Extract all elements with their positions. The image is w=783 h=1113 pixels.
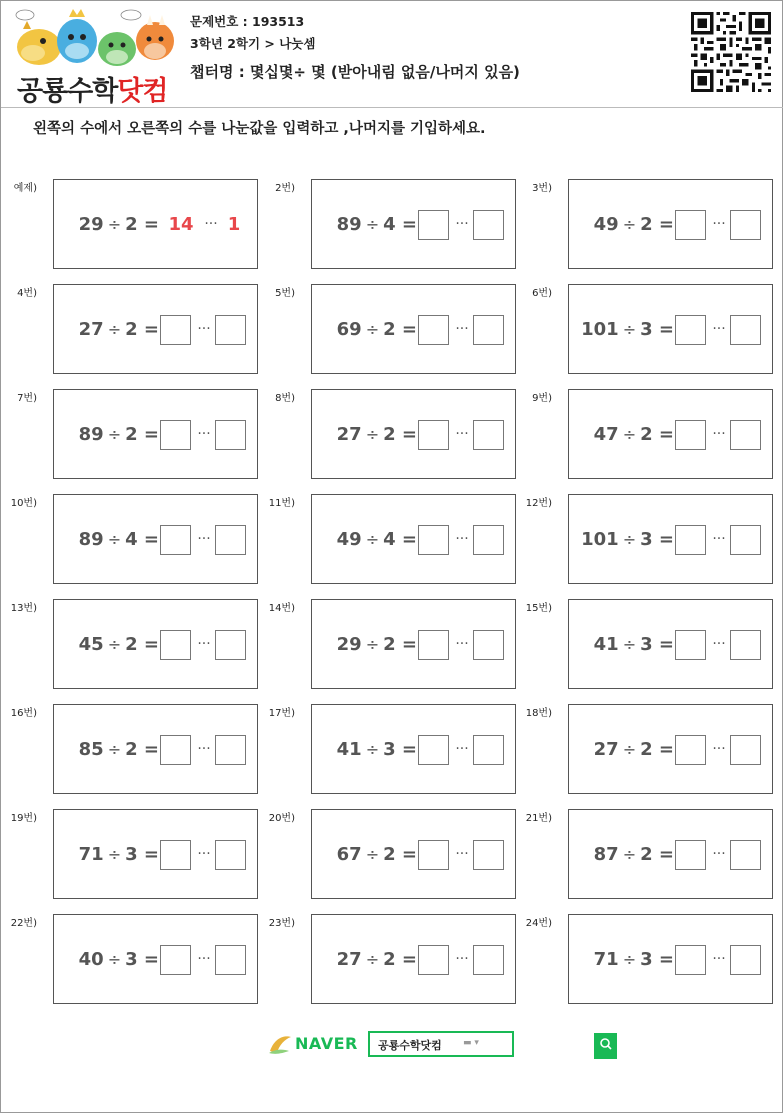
equation — [312, 525, 417, 555]
divide-operator: ÷ — [622, 845, 637, 864]
divide-operator: ÷ — [365, 215, 380, 234]
problem-item — [259, 494, 516, 586]
problem-label: 9번) — [532, 393, 552, 404]
divide-operator: ÷ — [107, 740, 122, 759]
divide-operator: ÷ — [107, 320, 122, 339]
example-remainder: 1 — [227, 214, 241, 235]
problem-label: 6번) — [532, 288, 552, 299]
problem-box — [53, 809, 258, 899]
quotient-answer-box[interactable] — [675, 630, 706, 660]
remainder-answer-box[interactable] — [215, 945, 246, 975]
remainder-answer-box[interactable] — [730, 945, 761, 975]
dividend: 49 — [336, 529, 362, 550]
problem-item — [1, 599, 258, 691]
problem-box — [53, 389, 258, 479]
remainder-answer-box[interactable] — [473, 210, 504, 240]
divide-operator: ÷ — [365, 635, 380, 654]
ellipsis: ··· — [712, 426, 726, 442]
example-problem — [1, 179, 258, 271]
equals-sign: = — [658, 949, 674, 970]
ellipsis: ··· — [204, 216, 218, 232]
problem-box — [568, 494, 773, 584]
quotient-answer-box[interactable] — [160, 420, 191, 450]
ellipsis: ··· — [712, 951, 726, 967]
divisor: 3 — [383, 739, 396, 760]
quotient-answer-box[interactable] — [418, 630, 449, 660]
divide-operator: ÷ — [107, 530, 122, 549]
remainder-answer-box[interactable] — [730, 210, 761, 240]
example-quotient: 14 — [168, 214, 194, 235]
remainder-answer-box[interactable] — [730, 630, 761, 660]
problem-item — [516, 494, 773, 586]
problem-label: 24번) — [525, 918, 552, 929]
ellipsis: ··· — [712, 321, 726, 337]
divide-operator: ÷ — [107, 215, 122, 234]
dividend: 45 — [78, 634, 104, 655]
equals-sign: = — [401, 424, 417, 445]
dividend: 71 — [593, 949, 619, 970]
dividend: 89 — [78, 424, 104, 445]
equals-sign: = — [658, 739, 674, 760]
ellipsis: ··· — [712, 531, 726, 547]
problem-box — [568, 179, 773, 269]
dividend: 69 — [336, 319, 362, 340]
problem-box — [53, 284, 258, 374]
equation — [569, 315, 674, 345]
problem-item — [516, 914, 773, 1006]
problem-box — [53, 179, 258, 269]
problem-item — [1, 914, 258, 1006]
equals-sign: = — [143, 424, 159, 445]
quotient-answer-box[interactable] — [418, 210, 449, 240]
problem-item — [259, 599, 516, 691]
dividend: 40 — [78, 949, 104, 970]
problem-item — [516, 389, 773, 481]
equals-sign: = — [401, 844, 417, 865]
remainder-answer-box[interactable] — [473, 315, 504, 345]
quotient-answer-box[interactable] — [675, 315, 706, 345]
quotient-answer-box[interactable] — [675, 420, 706, 450]
remainder-answer-box[interactable] — [215, 840, 246, 870]
logo-text-accent: 닷컴 — [117, 76, 168, 107]
equals-sign: = — [143, 214, 159, 235]
equals-sign: = — [658, 214, 674, 235]
problem-box — [311, 389, 516, 479]
remainder-answer-box[interactable] — [215, 630, 246, 660]
search-icon — [594, 1033, 617, 1055]
equation — [54, 735, 159, 765]
problem-label: 14번) — [268, 603, 295, 614]
divisor: 2 — [640, 844, 653, 865]
equation — [54, 840, 159, 870]
problem-box — [311, 809, 516, 899]
logo-text-main: 공룡수학 — [17, 76, 118, 107]
divisor: 3 — [125, 844, 138, 865]
search-input-value: 공룡수학닷컴 — [378, 1039, 442, 1052]
divisor: 2 — [383, 424, 396, 445]
problem-item — [516, 704, 773, 796]
problem-box — [311, 494, 516, 584]
dividend: 27 — [78, 319, 104, 340]
divisor: 2 — [125, 319, 138, 340]
problem-label: 23번) — [268, 918, 295, 929]
problem-label: 8번) — [275, 393, 295, 404]
equals-sign: = — [143, 634, 159, 655]
remainder-answer-box[interactable] — [473, 420, 504, 450]
ellipsis: ··· — [455, 321, 469, 337]
equals-sign: = — [658, 319, 674, 340]
problem-box — [568, 809, 773, 899]
divide-operator: ÷ — [107, 425, 122, 444]
divide-operator: ÷ — [622, 635, 637, 654]
dividend: 67 — [336, 844, 362, 865]
problem-box — [311, 179, 516, 269]
dividend: 89 — [336, 214, 362, 235]
equals-sign: = — [658, 844, 674, 865]
remainder-answer-box[interactable] — [473, 735, 504, 765]
remainder-answer-box[interactable] — [473, 945, 504, 975]
problem-box — [53, 914, 258, 1004]
remainder-answer-box[interactable] — [215, 525, 246, 555]
divide-operator: ÷ — [365, 950, 380, 969]
problem-label: 15번) — [525, 603, 552, 614]
equation — [312, 945, 417, 975]
ellipsis: ··· — [197, 531, 211, 547]
chapter-title: 챕터명 : 몇십몇÷ 몇 (받아내림 없음/나머지 있음) — [190, 63, 520, 81]
problem-label: 20번) — [268, 813, 295, 824]
divisor: 4 — [383, 214, 396, 235]
divide-operator: ÷ — [365, 530, 380, 549]
equation — [54, 315, 159, 345]
equals-sign: = — [401, 529, 417, 550]
worksheet-meta — [190, 13, 520, 83]
site-logo[interactable] — [13, 7, 175, 107]
divide-operator: ÷ — [622, 740, 637, 759]
divide-operator: ÷ — [365, 845, 380, 864]
problem-label: 17번) — [268, 708, 295, 719]
equation — [54, 420, 159, 450]
equation — [312, 735, 417, 765]
equation — [569, 525, 674, 555]
quotient-answer-box[interactable] — [675, 735, 706, 765]
remainder-answer-box[interactable] — [215, 420, 246, 450]
divisor: 3 — [640, 634, 653, 655]
divisor: 3 — [640, 319, 653, 340]
equation — [312, 420, 417, 450]
divide-operator: ÷ — [107, 950, 122, 969]
dividend: 101 — [581, 319, 619, 340]
equation — [54, 525, 159, 555]
equals-sign: = — [143, 529, 159, 550]
ellipsis: ··· — [197, 951, 211, 967]
problem-item — [259, 179, 516, 271]
divisor: 2 — [383, 949, 396, 970]
divisor: 3 — [640, 529, 653, 550]
equals-sign: = — [658, 529, 674, 550]
remainder-answer-box[interactable] — [730, 525, 761, 555]
divide-operator: ÷ — [107, 845, 122, 864]
divide-operator: ÷ — [365, 425, 380, 444]
divisor: 2 — [125, 424, 138, 445]
problem-label: 11번) — [268, 498, 295, 509]
quotient-answer-box[interactable] — [160, 525, 191, 555]
dividend: 29 — [78, 214, 104, 235]
problem-label: 21번) — [525, 813, 552, 824]
ellipsis: ··· — [712, 636, 726, 652]
remainder-answer-box[interactable] — [730, 420, 761, 450]
problem-box — [311, 599, 516, 689]
problem-box — [568, 914, 773, 1004]
problem-item — [259, 914, 516, 1006]
equation — [569, 840, 674, 870]
naver-wordmark: NAVER — [295, 1034, 358, 1053]
ellipsis: ··· — [197, 846, 211, 862]
remainder-answer-box[interactable] — [215, 315, 246, 345]
equation — [569, 210, 674, 240]
equals-sign: = — [143, 844, 159, 865]
problem-box — [311, 914, 516, 1004]
problem-item — [259, 704, 516, 796]
ellipsis: ··· — [455, 531, 469, 547]
quotient-answer-box[interactable] — [160, 735, 191, 765]
equation — [54, 630, 159, 660]
quotient-answer-box[interactable] — [418, 315, 449, 345]
ellipsis: ··· — [197, 426, 211, 442]
quotient-answer-box[interactable] — [160, 630, 191, 660]
divisor: 2 — [383, 634, 396, 655]
problem-item — [1, 704, 258, 796]
dividend: 41 — [593, 634, 619, 655]
problem-label: 5번) — [275, 288, 295, 299]
quotient-answer-box[interactable] — [675, 525, 706, 555]
problem-label: 22번) — [10, 918, 37, 929]
instruction-text: 왼쪽의 수에서 오른쪽의 수를 나눈값을 입력하고 ,나머지를 기입하세요. — [33, 121, 486, 137]
problem-item — [516, 599, 773, 691]
ellipsis: ··· — [455, 216, 469, 232]
dividend: 85 — [78, 739, 104, 760]
problem-item — [1, 389, 258, 481]
problem-box — [53, 494, 258, 584]
divide-operator: ÷ — [107, 635, 122, 654]
problem-item — [516, 284, 773, 376]
ellipsis: ··· — [455, 846, 469, 862]
problem-item — [259, 389, 516, 481]
problem-label: 18번) — [525, 708, 552, 719]
equals-sign: = — [401, 739, 417, 760]
quotient-answer-box[interactable] — [418, 840, 449, 870]
problem-label: 4번) — [17, 288, 37, 299]
problem-box — [53, 599, 258, 689]
divisor: 4 — [383, 529, 396, 550]
divisor: 2 — [383, 319, 396, 340]
naver-leaf-icon — [267, 1031, 293, 1057]
ellipsis: ··· — [455, 741, 469, 757]
dividend: 101 — [581, 529, 619, 550]
dividend: 27 — [336, 949, 362, 970]
quotient-answer-box[interactable] — [418, 735, 449, 765]
equation — [569, 420, 674, 450]
problem-item — [259, 809, 516, 901]
ellipsis: ··· — [712, 741, 726, 757]
problem-number: 문제번호 : 193513 — [190, 14, 305, 29]
problem-box — [53, 704, 258, 794]
remainder-answer-box[interactable] — [730, 840, 761, 870]
problem-box — [568, 389, 773, 479]
equation — [54, 210, 159, 240]
divisor: 2 — [125, 739, 138, 760]
ellipsis: ··· — [197, 741, 211, 757]
dinosaur-mascots-illustration — [13, 7, 175, 69]
divide-operator: ÷ — [622, 425, 637, 444]
equation — [54, 945, 159, 975]
divisor: 2 — [640, 739, 653, 760]
problem-label: 10번) — [10, 498, 37, 509]
problem-label: 3번) — [532, 183, 552, 194]
dividend: 49 — [593, 214, 619, 235]
equals-sign: = — [658, 634, 674, 655]
quotient-answer-box[interactable] — [160, 840, 191, 870]
remainder-answer-box[interactable] — [730, 735, 761, 765]
problem-item — [516, 809, 773, 901]
ellipsis: ··· — [455, 426, 469, 442]
dividend: 71 — [78, 844, 104, 865]
divisor: 2 — [125, 214, 138, 235]
problem-item — [1, 494, 258, 586]
equals-sign: = — [401, 319, 417, 340]
equals-sign: = — [658, 424, 674, 445]
remainder-answer-box[interactable] — [215, 735, 246, 765]
problem-label: 13번) — [10, 603, 37, 614]
divide-operator: ÷ — [622, 950, 637, 969]
equals-sign: = — [401, 214, 417, 235]
divide-operator: ÷ — [622, 320, 637, 339]
equation — [569, 735, 674, 765]
quotient-answer-box[interactable] — [418, 945, 449, 975]
divisor: 3 — [640, 949, 653, 970]
problem-item — [259, 284, 516, 376]
naver-search-input[interactable] — [368, 1031, 514, 1057]
divisor: 2 — [383, 844, 396, 865]
problem-item — [516, 179, 773, 271]
problem-box — [311, 704, 516, 794]
ellipsis: ··· — [197, 636, 211, 652]
ellipsis: ··· — [455, 636, 469, 652]
equals-sign: = — [143, 739, 159, 760]
quotient-answer-box[interactable] — [160, 315, 191, 345]
problem-label: 19번) — [10, 813, 37, 824]
equals-sign: = — [401, 949, 417, 970]
problem-label: 12번) — [525, 498, 552, 509]
problem-box — [568, 284, 773, 374]
equals-sign: = — [143, 949, 159, 970]
problem-label: 16번) — [10, 708, 37, 719]
quotient-answer-box[interactable] — [418, 420, 449, 450]
remainder-answer-box[interactable] — [730, 315, 761, 345]
equation — [312, 630, 417, 660]
problem-box — [568, 704, 773, 794]
dividend: 41 — [336, 739, 362, 760]
ellipsis: ··· — [455, 951, 469, 967]
divide-operator: ÷ — [365, 740, 380, 759]
divisor: 4 — [125, 529, 138, 550]
dividend: 27 — [336, 424, 362, 445]
equation — [569, 945, 674, 975]
problem-box — [568, 599, 773, 689]
quotient-answer-box[interactable] — [160, 945, 191, 975]
search-button[interactable] — [594, 1033, 617, 1059]
divide-operator: ÷ — [622, 215, 637, 234]
worksheet-header — [1, 1, 783, 108]
quotient-answer-box[interactable] — [675, 945, 706, 975]
problem-item — [1, 284, 258, 376]
keyboard-icon[interactable]: ▬ ▾ — [463, 1038, 479, 1048]
equals-sign: = — [401, 634, 417, 655]
qr-code-icon[interactable] — [691, 12, 771, 92]
divisor: 2 — [640, 214, 653, 235]
quotient-answer-box[interactable] — [418, 525, 449, 555]
equation — [312, 210, 417, 240]
dividend: 29 — [336, 634, 362, 655]
logo-wordmark — [17, 69, 168, 108]
ellipsis: ··· — [712, 216, 726, 232]
problem-box — [311, 284, 516, 374]
quotient-answer-box[interactable] — [675, 210, 706, 240]
dividend: 89 — [78, 529, 104, 550]
dividend: 87 — [593, 844, 619, 865]
divisor: 2 — [125, 634, 138, 655]
equation — [312, 840, 417, 870]
equals-sign: = — [143, 319, 159, 340]
problem-label: 7번) — [17, 393, 37, 404]
dividend: 47 — [593, 424, 619, 445]
grade-breadcrumb: 3학년 2학기 > 나눗셈 — [190, 36, 316, 51]
remainder-answer-box[interactable] — [473, 630, 504, 660]
quotient-answer-box[interactable] — [675, 840, 706, 870]
problem-label: 2번) — [275, 183, 295, 194]
problem-label: 예제) — [13, 183, 37, 194]
divisor: 2 — [640, 424, 653, 445]
equation — [312, 315, 417, 345]
divide-operator: ÷ — [365, 320, 380, 339]
ellipsis: ··· — [197, 321, 211, 337]
remainder-answer-box[interactable] — [473, 840, 504, 870]
equation — [569, 630, 674, 660]
dividend: 27 — [593, 739, 619, 760]
divisor: 3 — [125, 949, 138, 970]
divide-operator: ÷ — [622, 530, 637, 549]
ellipsis: ··· — [712, 846, 726, 862]
problem-item — [1, 809, 258, 901]
remainder-answer-box[interactable] — [473, 525, 504, 555]
